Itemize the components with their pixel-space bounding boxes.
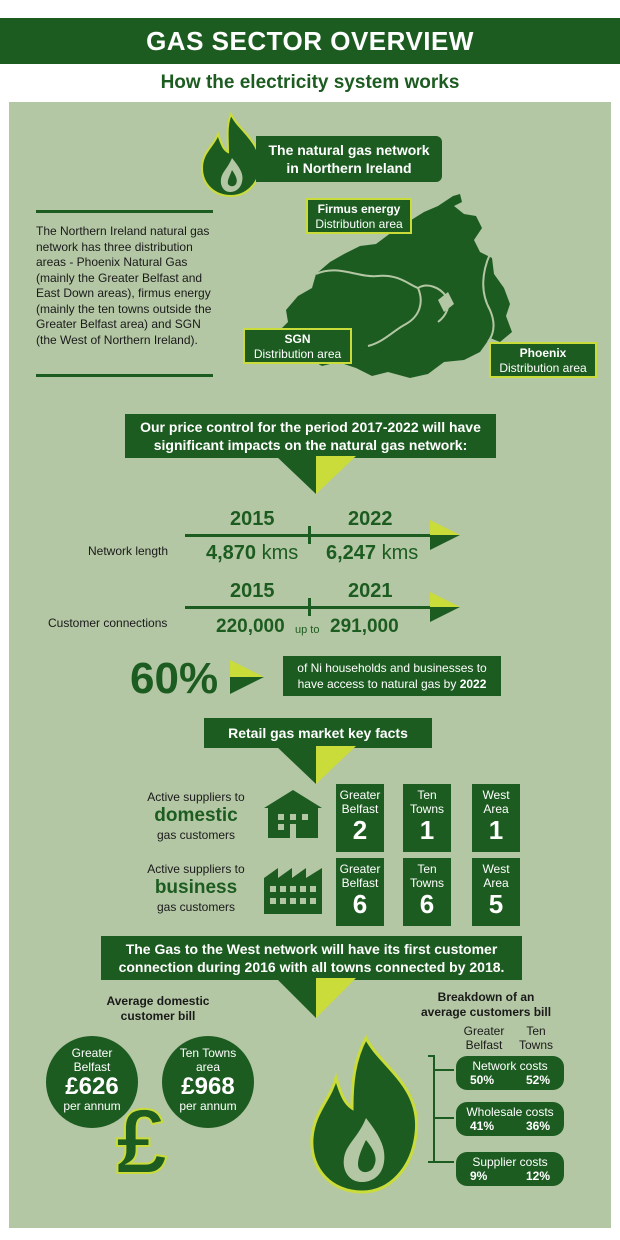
card-count: 5 [488, 889, 504, 919]
year-to: 2022 [348, 508, 393, 530]
domestic-card-greater-belfast [336, 784, 384, 852]
pill-tt: 52% [525, 1073, 550, 1087]
bill-heading-line2: customer bill [120, 1009, 196, 1023]
circle-per: per annum [179, 1099, 237, 1113]
pointer-triangle [230, 660, 264, 694]
price-control-line1: Our price control for the period 2017-2022 will have [140, 419, 481, 435]
label-line1: Active suppliers to [147, 862, 245, 876]
card-count: 2 [352, 815, 368, 845]
large-flame-icon [306, 1034, 456, 1196]
pointer-triangle [276, 978, 356, 1018]
network-description: The Northern Ireland natural gas network has three distribution areas - Phoenix Natural Gas (mainly the Greater Belfast and East Down areas), firmus energy (mainly the ten towns outside the Greater Belfast area) and SGN (the West of Northern Ireland). [36, 224, 212, 347]
col-l2: Belfast [465, 1038, 503, 1052]
area-label-phoenix [489, 342, 597, 378]
west-line1: The Gas to the West network will have its first customer [125, 941, 498, 957]
year-from: 2015 [230, 508, 275, 530]
access-percent: 60% [130, 654, 219, 703]
price-control-heading [125, 414, 496, 458]
flame-icon [198, 112, 264, 198]
card-l2: Area [483, 802, 509, 816]
year-from: 2015 [230, 580, 275, 602]
west-heading [101, 936, 522, 980]
pill-gb: 41% [470, 1119, 495, 1133]
card-l1: West [482, 788, 510, 802]
area-label-sgn [243, 328, 352, 364]
area-name: Firmus energy [317, 202, 401, 216]
pill-gb: 9% [470, 1169, 488, 1183]
area-name: SGN [284, 332, 311, 346]
domestic-card-west-area [472, 784, 520, 852]
card-count: 6 [352, 889, 368, 919]
card-l1: Greater [339, 788, 381, 802]
card-l1: West [482, 862, 510, 876]
connections-label: Customer connections [48, 616, 168, 630]
label-line3: gas customers [156, 828, 236, 842]
pill-name: Wholesale costs [466, 1105, 554, 1119]
label-line3: gas customers [156, 900, 236, 914]
pill-name: Supplier costs [472, 1155, 548, 1169]
card-l2: Belfast [341, 876, 379, 890]
card-count: 1 [419, 815, 435, 845]
pointer-triangle [276, 746, 356, 784]
bill-heading-line1: Average domestic [106, 994, 210, 1008]
network-heading-line2: in Northern Ireland [286, 160, 412, 176]
circle-l2: Belfast [73, 1060, 111, 1074]
card-l2: Towns [409, 876, 444, 890]
page-subtitle: How the electricity system works [160, 72, 460, 93]
connections-from: 220,000 [216, 616, 285, 637]
breakdown-heading-line2: average customers bill [420, 1005, 552, 1019]
col-l2: Towns [518, 1038, 553, 1052]
card-l2: Belfast [341, 802, 379, 816]
pointer-triangle [276, 456, 356, 494]
network-heading [256, 136, 442, 182]
business-card-greater-belfast [336, 858, 384, 926]
circle-amount: £968 [181, 1073, 235, 1100]
retail-heading: Retail gas market key facts [204, 718, 432, 748]
area-label-firmus [306, 198, 412, 234]
card-l1: Ten [417, 862, 437, 876]
card-count: 6 [419, 889, 435, 919]
network-length-to [326, 542, 418, 565]
card-l2: Area [483, 876, 509, 890]
house-icon [260, 788, 326, 840]
breakdown-col-greater-belfast [458, 1024, 510, 1052]
year-to: 2021 [348, 580, 393, 602]
pill-tt: 36% [525, 1119, 550, 1133]
pill-gb: 50% [470, 1073, 495, 1087]
breakdown-heading-line1: Breakdown of an [437, 990, 535, 1004]
card-l1: Ten [417, 788, 437, 802]
label-line1: Active suppliers to [147, 790, 245, 804]
label-emph: domestic [154, 805, 238, 826]
factory-icon [260, 860, 326, 916]
access-text-box [283, 656, 501, 696]
label-emph: business [154, 877, 238, 898]
domestic-label [136, 790, 256, 842]
connections-to: 291,000 [330, 616, 399, 637]
card-count: 1 [488, 815, 504, 845]
breakdown-pill-network [456, 1056, 564, 1090]
area-sub: Distribution area [253, 347, 342, 361]
access-year: 2022 [459, 677, 487, 691]
card-l1: Greater [339, 862, 381, 876]
circle-per: per annum [63, 1099, 121, 1113]
pill-tt: 12% [525, 1169, 550, 1183]
bill-heading [88, 994, 228, 1024]
area-name: Phoenix [519, 346, 567, 360]
area-sub: Distribution area [315, 217, 403, 231]
breakdown-pill-supplier [456, 1152, 564, 1186]
col-l1: Greater [463, 1024, 505, 1038]
divider [36, 210, 213, 213]
network-length-from [206, 542, 298, 565]
breakdown-pill-wholesale [456, 1102, 564, 1136]
divider [36, 374, 213, 377]
network-length-label: Network length [88, 544, 169, 558]
pound-symbol: £ [116, 1091, 168, 1193]
unit: kms [261, 542, 299, 564]
access-text: of Ni households and businesses to have access to natural gas by [297, 661, 487, 691]
business-card-ten-towns [403, 858, 451, 926]
col-l1: Ten [526, 1024, 546, 1038]
circle-l1: Ten Towns [179, 1046, 237, 1060]
pill-name: Network costs [472, 1059, 548, 1073]
circle-l2: area [195, 1060, 221, 1074]
area-sub: Distribution area [499, 361, 587, 375]
business-label [136, 862, 256, 914]
value: 4,870 [206, 542, 257, 564]
domestic-card-ten-towns [403, 784, 451, 852]
network-heading-line1: The natural gas network [268, 142, 430, 158]
page-title: GAS SECTOR OVERVIEW [0, 18, 620, 64]
connections-connector: up to [295, 624, 320, 636]
bill-circle-ten-towns [162, 1036, 254, 1128]
unit: kms [381, 542, 419, 564]
circle-l1: Greater [71, 1046, 113, 1060]
west-line2: connection during 2016 with all towns connected by 2018. [118, 959, 505, 975]
business-card-west-area [472, 858, 520, 926]
price-control-line2: significant impacts on the natural gas network: [153, 437, 468, 453]
breakdown-heading [404, 990, 568, 1020]
breakdown-col-ten-towns [514, 1024, 558, 1052]
value: 6,247 [326, 542, 377, 564]
circle-amount: £626 [65, 1073, 119, 1100]
card-l2: Towns [409, 802, 444, 816]
